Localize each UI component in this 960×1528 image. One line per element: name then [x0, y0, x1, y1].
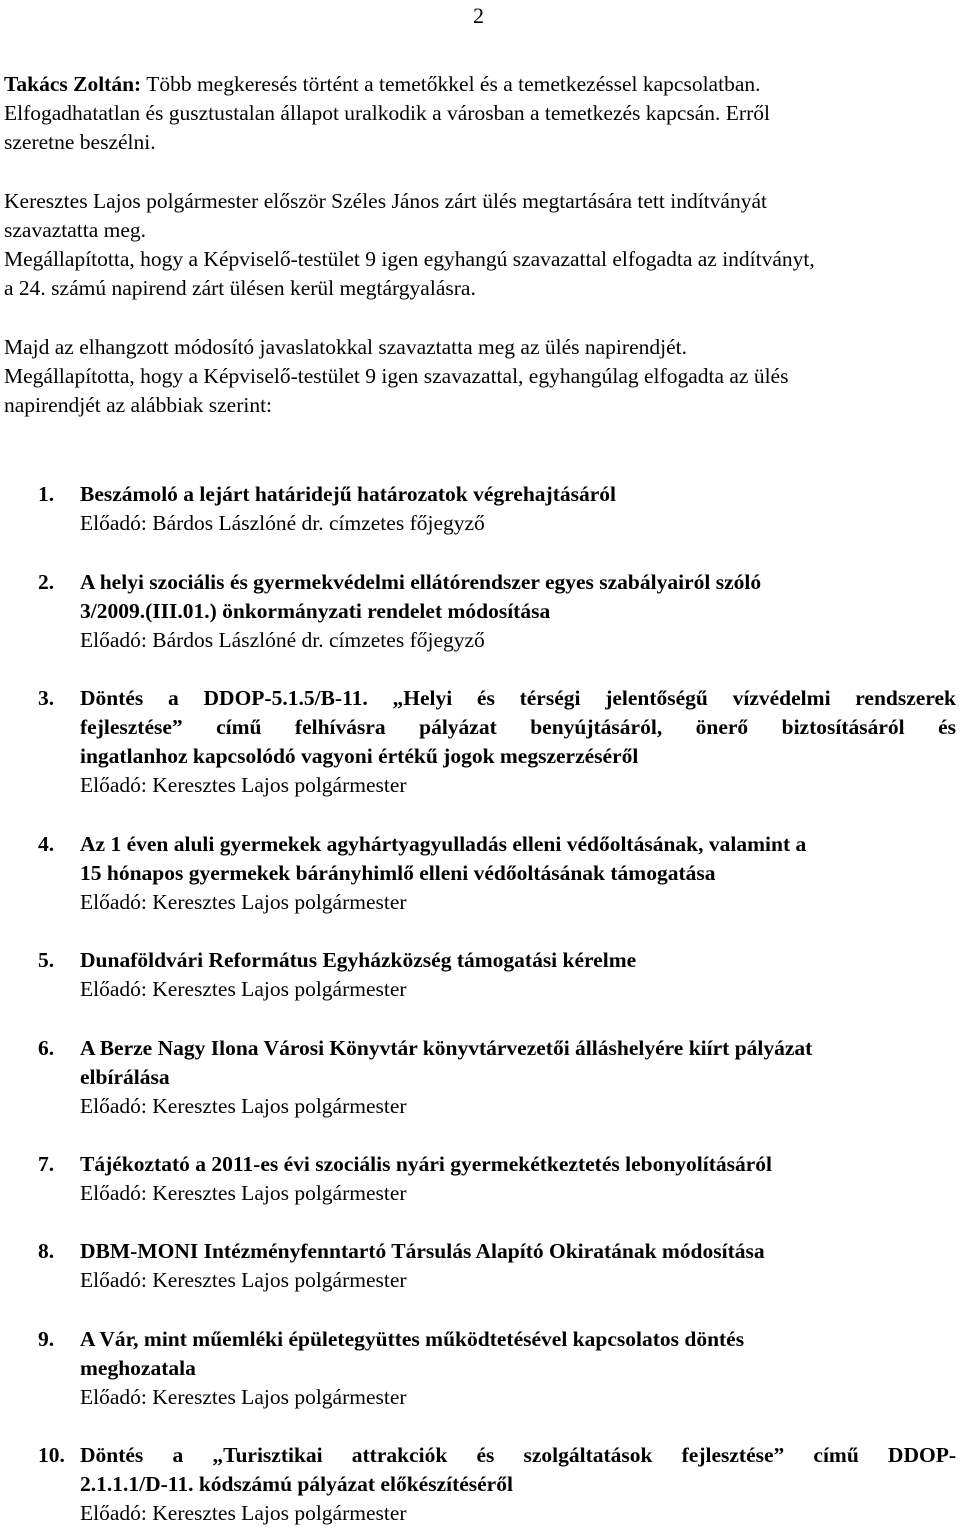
intro-line-1: [4, 70, 954, 99]
vote1-line-3: Megállapította, hogy a Képviselő-testület 9 igen egyhangú szavazattal elfogadta az indítványt,: [4, 247, 815, 271]
vote-paragraph-1: [4, 187, 954, 303]
vote-paragraph-2: [4, 333, 954, 420]
agenda-item-presenter: Előadó: Keresztes Lajos polgármester: [80, 773, 407, 797]
speaker-name: Takács Zoltán:: [4, 72, 142, 96]
agenda-item-title: [80, 480, 956, 509]
agenda-item-title-line: meghozatala: [80, 1356, 196, 1380]
agenda-item-number: 7.: [38, 1152, 55, 1176]
intro-line-3: szeretne beszélni.: [4, 130, 156, 154]
agenda-item-title-line: elbírálása: [80, 1065, 170, 1089]
agenda-item-number: 10.: [38, 1443, 65, 1467]
agenda-item-presenter: Előadó: Keresztes Lajos polgármester: [80, 1385, 407, 1409]
agenda-item-presenter: Előadó: Keresztes Lajos polgármester: [80, 1268, 407, 1292]
agenda-item-title-line: Döntés a „Turisztikai attrakciók és szolgáltatások fejlesztése” című DDOP-: [80, 1443, 956, 1467]
agenda-item-title-line: A helyi szociális és gyermekvédelmi ellátórendszer egyes szabályairól szóló: [80, 570, 762, 594]
agenda-item-title-line: ingatlanhoz kapcsolódó vagyoni értékű jogok megszerzéséről: [80, 744, 639, 768]
agenda-item-presenter: Előadó: Keresztes Lajos polgármester: [80, 1094, 407, 1118]
agenda-item-title-line: Tájékoztató a 2011-es évi szociális nyári gyermekétkeztetés lebonyolításáról: [80, 1152, 773, 1176]
agenda-item-title-line: Dunaföldvári Református Egyházközség támogatási kérelme: [80, 948, 637, 972]
agenda-item-presenter: Előadó: Keresztes Lajos polgármester: [80, 1501, 407, 1525]
agenda-item-title-line: DBM-MONI Intézményfenntartó Társulás Alapító Okiratának módosítása: [80, 1239, 765, 1263]
agenda-item-title: [80, 1237, 956, 1266]
page-number: 2: [473, 3, 484, 28]
agenda-item-title-line: 3/2009.(III.01.) önkormányzati rendelet módosítása: [80, 599, 551, 623]
agenda-item-title: [80, 830, 956, 888]
agenda-item-presenter: Előadó: Bárdos Lászlóné dr. címzetes főjegyző: [80, 511, 485, 535]
agenda-item-title-line: fejlesztése” című felhívásra pályázat benyújtásáról, önerő biztosításáról és: [80, 715, 956, 739]
vote2-line-2: Megállapította, hogy a Képviselő-testület 9 igen szavazattal, egyhangúlag elfogadta az ülés: [4, 364, 789, 388]
agenda-item-number: 6.: [38, 1036, 55, 1060]
agenda-item-presenter: Előadó: Keresztes Lajos polgármester: [80, 890, 407, 914]
agenda-item-title-line: Beszámoló a lejárt határidejű határozatok végrehajtásáról: [80, 482, 617, 506]
agenda-item-number: 3.: [38, 686, 55, 710]
agenda-item-title: [80, 1150, 956, 1179]
agenda-item-number: 9.: [38, 1327, 55, 1351]
agenda-item-presenter: Előadó: Keresztes Lajos polgármester: [80, 977, 407, 1001]
agenda-item-title: [80, 1441, 956, 1499]
vote1-line-2: szavaztatta meg.: [4, 218, 147, 242]
agenda-item-number: 4.: [38, 832, 55, 856]
agenda-item-title-line: 2.1.1.1/D-11. kódszámú pályázat előkészítéséről: [80, 1472, 513, 1496]
agenda-item-number: 2.: [38, 570, 55, 594]
agenda-item-title-line: 15 hónapos gyermekek bárányhimlő elleni védőoltásának támogatása: [80, 861, 716, 885]
agenda-item-title: [80, 1034, 956, 1092]
agenda-item-presenter: Előadó: Keresztes Lajos polgármester: [80, 1181, 407, 1205]
agenda-item-title: [80, 684, 956, 771]
agenda-item-title-line: A Berze Nagy Ilona Városi Könyvtár könyvtárvezetői álláshelyére kiírt pályázat: [80, 1036, 813, 1060]
agenda-item-number: 5.: [38, 948, 55, 972]
intro-line-2: Elfogadhatatlan és gusztustalan állapot uralkodik a városban a temetkezés kapcsán. Erről: [4, 101, 770, 125]
vote1-line-4: a 24. számú napirend zárt ülésen kerül megtárgyalásra.: [4, 276, 476, 300]
agenda-item-title: [80, 568, 956, 626]
agenda-item-title: [80, 1325, 956, 1383]
agenda-item-title-line: Az 1 éven aluli gyermekek agyhártyagyulladás elleni védőoltásának, valamint a: [80, 832, 807, 856]
intro-paragraph: [4, 70, 954, 157]
agenda-item-title: [80, 946, 956, 975]
intro-line-1-text: Több megkeresés történt a temetőkkel és a temetkezéssel kapcsolatban.: [141, 72, 761, 96]
vote2-line-1: Majd az elhangzott módosító javaslatokkal szavaztatta meg az ülés napirendjét.: [4, 335, 687, 359]
agenda-item-number: 8.: [38, 1239, 55, 1263]
agenda-item-title-line: Döntés a DDOP-5.1.5/B-11. „Helyi és térségi jelentőségű vízvédelmi rendszerek: [80, 686, 956, 710]
agenda-item-title-line: A Vár, mint műemléki épületegyüttes működtetésével kapcsolatos döntés: [80, 1327, 745, 1351]
vote2-line-3: napirendjét az alábbiak szerint:: [4, 393, 273, 417]
agenda-item-presenter: Előadó: Bárdos Lászlóné dr. címzetes főjegyző: [80, 628, 485, 652]
vote1-line-1: Keresztes Lajos polgármester először Széles János zárt ülés megtartására tett indítványát: [4, 189, 767, 213]
agenda-item-number: 1.: [38, 482, 55, 506]
